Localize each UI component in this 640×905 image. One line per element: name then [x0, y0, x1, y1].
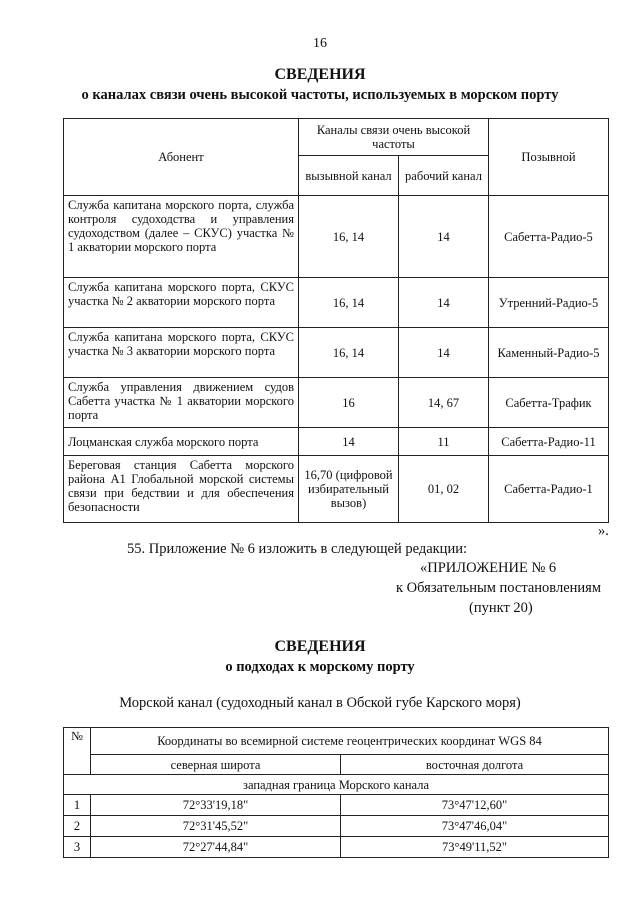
- subscriber-cell: Служба капитана морского порта, служба контроля судоходства и управления судоходством (далее – СКУС) участка № 1 акватории морского порта: [64, 196, 299, 278]
- appendix-reference: к Обязательным постановлениям: [396, 580, 601, 596]
- latitude-cell: 72°27'44,84": [91, 837, 341, 858]
- subscriber-cell: Служба капитана морского порта, СКУС участка № 2 акватории морского порта: [64, 278, 299, 328]
- table-row: [64, 816, 609, 837]
- calling-cell: 14: [299, 428, 399, 456]
- paragraph-55: 55. Приложение № 6 изложить в следующей редакции:: [127, 541, 467, 557]
- callsign-cell: Сабетта-Радио-1: [489, 456, 609, 523]
- page-number: 16: [313, 36, 327, 51]
- header-channels: Каналы связи очень высокой частоты: [299, 119, 489, 156]
- section1-title: СВЕДЕНИЯ: [274, 66, 366, 83]
- table-row: [64, 196, 609, 278]
- table-row: [64, 278, 609, 328]
- working-cell: 14, 67: [399, 378, 489, 428]
- header-working-channel: рабочий канал: [399, 156, 489, 196]
- subscriber-cell: Служба капитана морского порта, СКУС участка № 3 акватории морского порта: [64, 328, 299, 378]
- longitude-cell: 73°47'12,60": [341, 795, 609, 816]
- calling-cell: 16,70 (цифровой избирательный вызов): [299, 456, 399, 523]
- longitude-cell: 73°47'46,04": [341, 816, 609, 837]
- group-row: западная граница Морского канала: [64, 775, 609, 795]
- section1-subtitle: о каналах связи очень высокой частоты, используемых в морском порту: [81, 87, 559, 103]
- table-row: [64, 456, 609, 523]
- working-cell: 14: [399, 196, 489, 278]
- calling-cell: 16, 14: [299, 278, 399, 328]
- longitude-cell: 73°49'11,52": [341, 837, 609, 858]
- section2-title: СВЕДЕНИЯ: [274, 638, 366, 655]
- table-row: [64, 328, 609, 378]
- appendix-title: «ПРИЛОЖЕНИЕ № 6: [420, 560, 557, 576]
- callsign-cell: Каменный-Радио-5: [489, 328, 609, 378]
- table-row: [64, 837, 609, 858]
- callsign-cell: Утренний-Радио-5: [489, 278, 609, 328]
- subscriber-cell: Береговая станция Сабетта морского района А1 Глобальной морской системы связи при бедствии и для обеспечения безопасности: [64, 456, 299, 523]
- callsign-cell: Сабетта-Радио-11: [489, 428, 609, 456]
- working-cell: 14: [399, 328, 489, 378]
- table-row: [64, 378, 609, 428]
- subscriber-cell: Лоцманская служба морского порта: [64, 428, 299, 456]
- calling-cell: 16, 14: [299, 328, 399, 378]
- calling-cell: 16: [299, 378, 399, 428]
- number-cell: 3: [64, 837, 91, 858]
- header-coordinates: Координаты во всемирной системе геоцентрических координат WGS 84: [91, 728, 609, 755]
- header-calling-channel: вызывной канал: [299, 156, 399, 196]
- working-cell: 14: [399, 278, 489, 328]
- working-cell: 11: [399, 428, 489, 456]
- latitude-cell: 72°31'45,52": [91, 816, 341, 837]
- callsign-cell: Сабетта-Радио-5: [489, 196, 609, 278]
- section2-subtitle: о подходах к морскому порту: [225, 659, 415, 675]
- subscriber-cell: Служба управления движением судов Сабетта участка № 1 акватории морского порта: [64, 378, 299, 428]
- table-row: [64, 795, 609, 816]
- working-cell: 01, 02: [399, 456, 489, 523]
- coordinates-table: [63, 727, 609, 858]
- table-row: [64, 428, 609, 456]
- closing-quote: ».: [598, 523, 609, 539]
- callsign-cell: Сабетта-Трафик: [489, 378, 609, 428]
- number-cell: 2: [64, 816, 91, 837]
- header-subscriber: Абонент: [64, 119, 299, 196]
- header-number: №: [64, 728, 91, 775]
- header-latitude: северная широта: [91, 755, 341, 775]
- number-cell: 1: [64, 795, 91, 816]
- header-callsign: Позывной: [489, 119, 609, 196]
- appendix-clause: (пункт 20): [469, 600, 533, 616]
- vhf-channels-table: [63, 118, 609, 523]
- calling-cell: 16, 14: [299, 196, 399, 278]
- header-longitude: восточная долгота: [341, 755, 609, 775]
- latitude-cell: 72°33'19,18": [91, 795, 341, 816]
- channel-title: Морской канал (судоходный канал в Обской губе Карского моря): [119, 695, 521, 711]
